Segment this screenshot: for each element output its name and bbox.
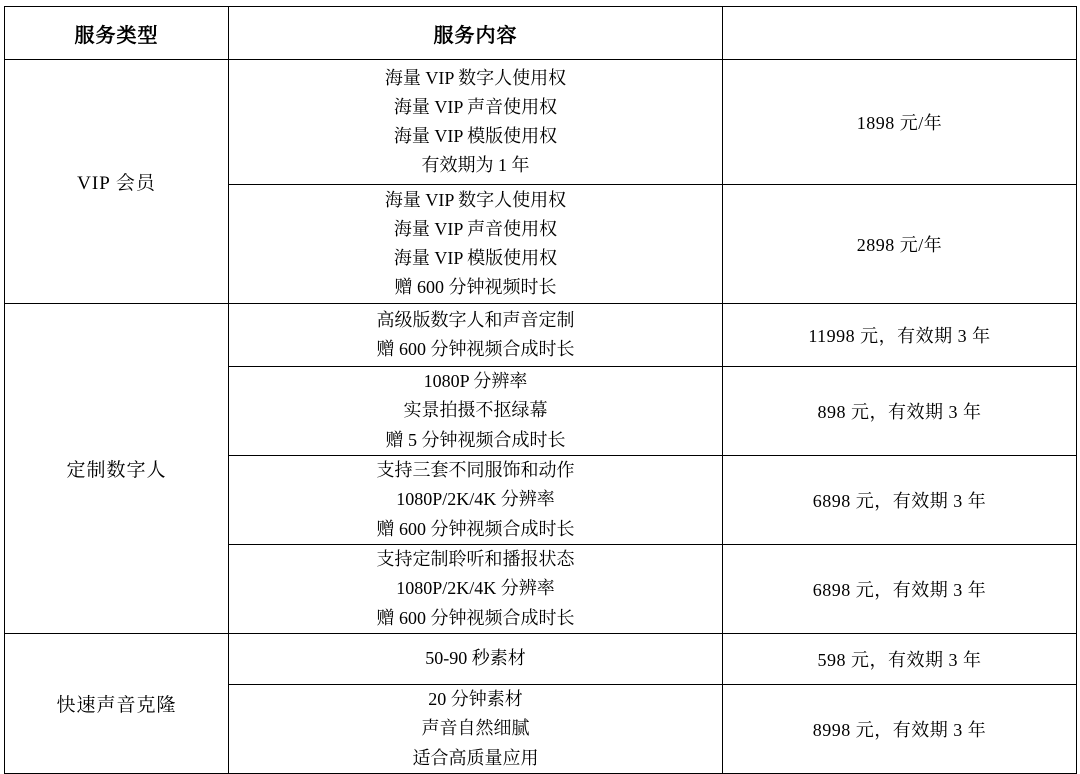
content-line: 1080P/2K/4K 分辨率 <box>396 578 555 599</box>
content-line: 赠 600 分钟视频时长 <box>394 277 557 298</box>
content-line: 海量 VIP 声音使用权 <box>393 96 558 117</box>
content-line: 1080P 分辨率 <box>423 371 528 392</box>
category-cell-custom-avatar: 定制数字人 <box>5 304 229 634</box>
price-cell: 6898 元，有效期 3 年 <box>723 545 1077 634</box>
content-cell <box>229 456 723 545</box>
content-line: 50-90 秒素材 <box>425 648 526 669</box>
content-line: 支持定制聆听和播报状态 <box>376 549 575 570</box>
content-line: 赠 5 分钟视频合成时长 <box>385 429 566 450</box>
content-line: 实景拍摄不抠绿幕 <box>403 400 548 421</box>
category-cell-voice-clone: 快速声音克隆 <box>5 634 229 774</box>
column-header-service-content: 服务内容 <box>229 7 723 60</box>
table-row <box>5 60 1077 185</box>
price-cell: 8998 元，有效期 3 年 <box>723 685 1077 774</box>
content-cell <box>229 367 723 456</box>
content-line: 海量 VIP 模版使用权 <box>393 126 558 146</box>
content-cell <box>229 685 723 774</box>
price-cell: 898 元，有效期 3 年 <box>723 367 1077 456</box>
content-line: 声音自然细腻 <box>421 718 530 739</box>
content-cell <box>229 60 723 185</box>
table-header <box>5 7 1077 60</box>
content-cell <box>229 185 723 304</box>
content-line: 支持三套不同服饰和动作 <box>376 460 575 481</box>
content-line: 20 分钟素材 <box>428 689 523 710</box>
table-header-row <box>5 7 1077 60</box>
content-cell <box>229 634 723 685</box>
column-header-service-type: 服务类型 <box>5 7 229 60</box>
price-cell: 1898 元/年 <box>723 60 1077 185</box>
category-cell-vip: VIP 会员 <box>5 60 229 304</box>
content-line: 有效期为 1 年 <box>421 155 530 176</box>
price-cell: 598 元，有效期 3 年 <box>723 634 1077 685</box>
table-row <box>5 304 1077 367</box>
content-line: 1080P/2K/4K 分辨率 <box>396 489 555 510</box>
price-cell: 2898 元/年 <box>723 185 1077 304</box>
content-line: 适合高质量应用 <box>412 747 539 768</box>
content-line: 海量 VIP 数字人使用权 <box>384 67 567 88</box>
price-cell: 6898 元，有效期 3 年 <box>723 456 1077 545</box>
content-line: 高级版数字人和声音定制 <box>376 309 575 330</box>
content-line: 海量 VIP 数字人使用权 <box>384 189 567 210</box>
table-row <box>5 634 1077 685</box>
column-header-price <box>723 7 1077 60</box>
content-line: 赠 600 分钟视频合成时长 <box>376 339 575 359</box>
content-line: 赠 600 分钟视频合成时长 <box>376 518 575 539</box>
price-cell: 11998 元，有效期 3 年 <box>723 304 1077 367</box>
content-cell <box>229 545 723 634</box>
table-body <box>5 60 1077 774</box>
content-line: 海量 VIP 模版使用权 <box>393 248 558 268</box>
content-line: 赠 600 分钟视频合成时长 <box>376 607 575 628</box>
service-pricing-table <box>4 6 1077 774</box>
content-cell <box>229 304 723 367</box>
content-line: 海量 VIP 声音使用权 <box>393 218 558 239</box>
